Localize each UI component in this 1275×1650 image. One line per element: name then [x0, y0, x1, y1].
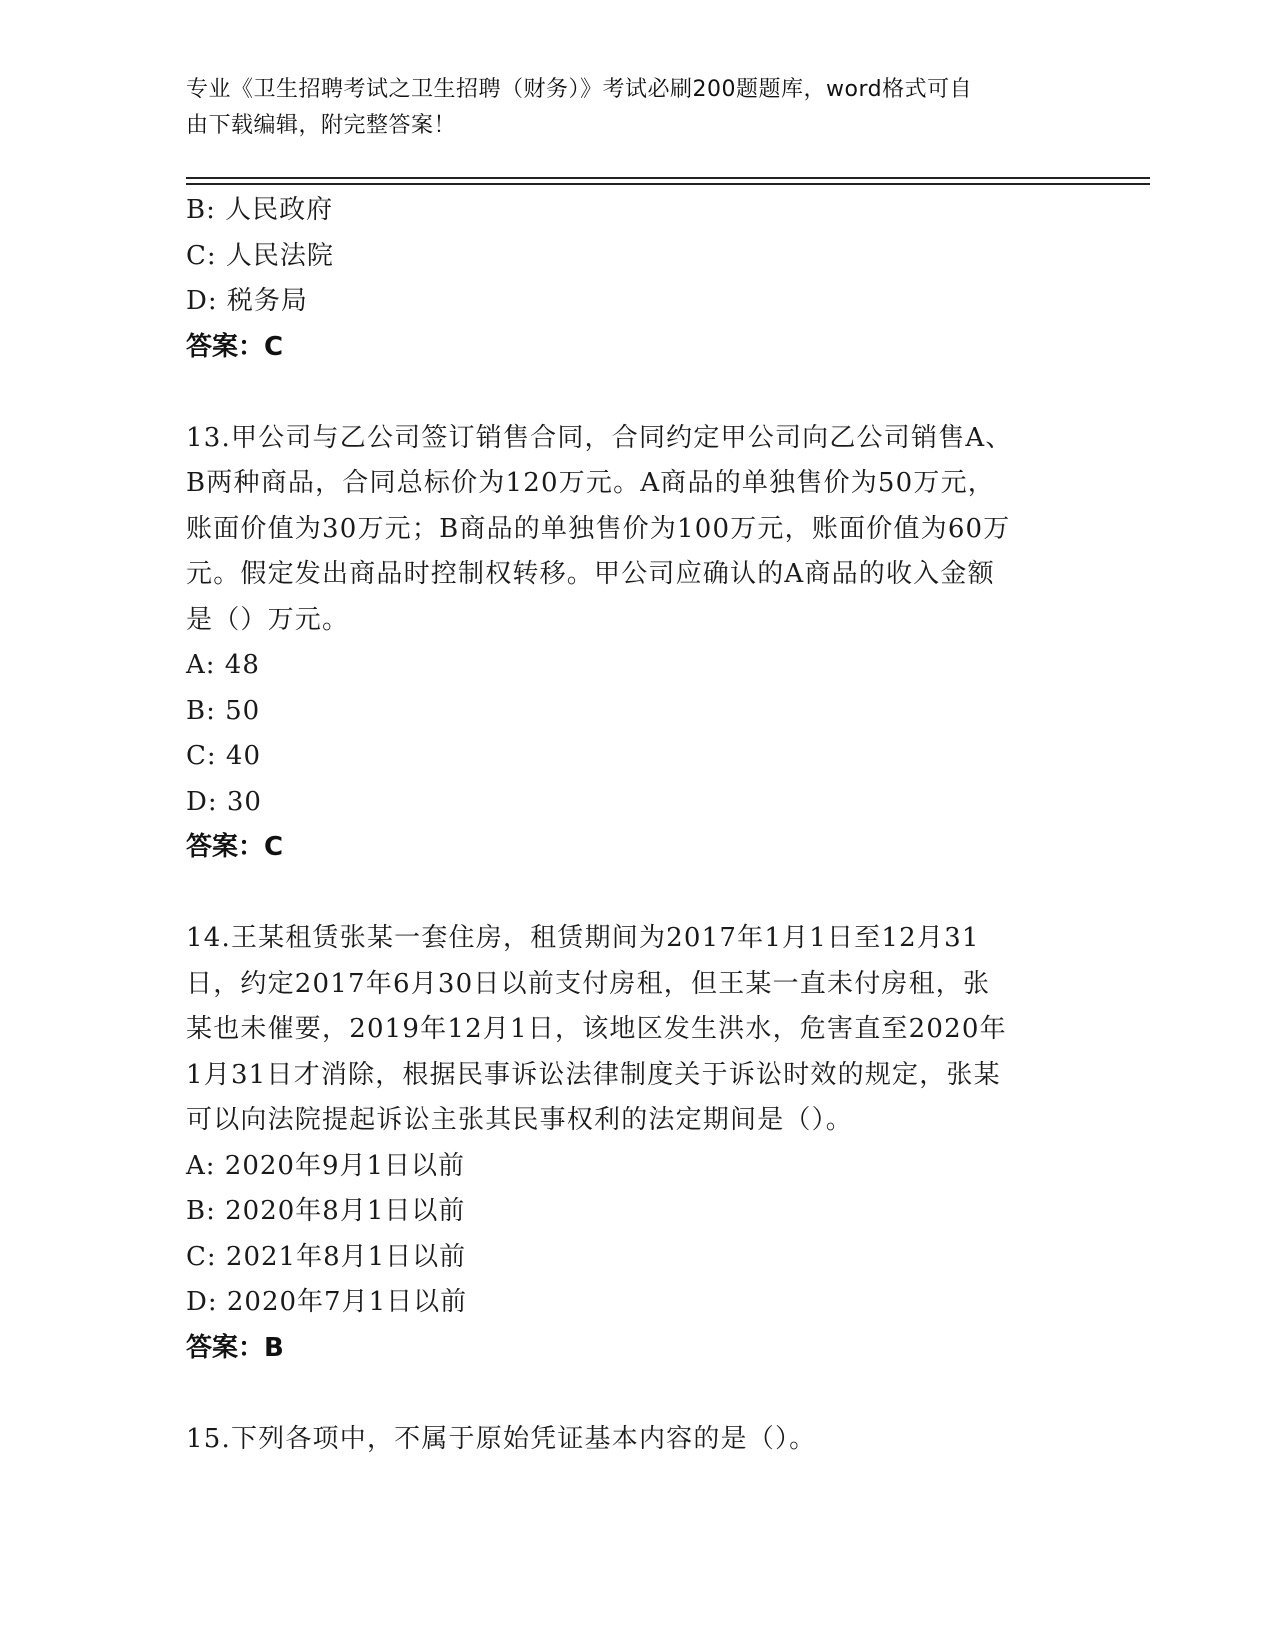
spacer — [186, 1371, 1086, 1417]
header-line-1: 专业《卫生招聘考试之卫生招聘（财务）》考试必刷200题题库，word格式可自 — [186, 77, 973, 102]
question-stem — [186, 916, 1086, 1144]
spacer — [186, 871, 1086, 917]
question-stem — [186, 416, 1086, 644]
option-c: C: 2021年8月1日以前 — [186, 1241, 467, 1272]
header-divider-top — [186, 177, 1150, 179]
header-line-2: 由下载编辑，附完整答案！ — [186, 113, 457, 138]
question-15 — [186, 1417, 1086, 1463]
stem-line: 账面价值为30万元；B商品的单独售价为100万元，账面价值为60万 — [186, 513, 1011, 544]
document-body — [186, 188, 1086, 1462]
option-b: B: 2020年8月1日以前 — [186, 1196, 466, 1226]
option-c: C: 40 — [186, 741, 262, 771]
spacer — [186, 370, 1086, 416]
stem-line: 14.王某租赁张某一套住房，租赁期间为2017年1月1日至12月31 — [186, 923, 980, 953]
question-13 — [186, 416, 1086, 871]
option-d: D: 2020年7月1日以前 — [186, 1287, 468, 1317]
document-header — [186, 72, 1066, 144]
stem-line: 15.下列各项中，不属于原始凭证基本内容的是（）。 — [186, 1423, 817, 1454]
option-a: A: 48 — [186, 650, 260, 680]
option-b: B: 50 — [186, 695, 261, 726]
stem-line: 13.甲公司与乙公司签订销售合同，合同约定甲公司向乙公司销售A、 — [186, 422, 1013, 453]
option-d: D: 30 — [186, 786, 262, 817]
stem-line: 是（）万元。 — [186, 604, 350, 635]
stem-line: B两种商品，合同总标价为120万元。A商品的单独售价为50万元， — [186, 468, 995, 498]
option-b: B: 人民政府 — [186, 195, 334, 225]
stem-line: 某也未催要，2019年12月1日，该地区发生洪水，危害直至2020年 — [186, 1014, 1007, 1044]
option-c: C: 人民法院 — [186, 240, 334, 271]
stem-line: 可以向法院提起诉讼主张其民事权利的法定期间是（）。 — [186, 1105, 854, 1135]
answer-line: 答案：C — [186, 832, 284, 862]
option-d: D: 税务局 — [186, 286, 308, 316]
option-a: A: 2020年9月1日以前 — [186, 1150, 466, 1181]
answer-line: 答案：C — [186, 331, 284, 362]
header-divider-bottom — [186, 183, 1150, 185]
stem-line: 日，约定2017年6月30日以前支付房租，但王某一直未付房租，张 — [186, 968, 991, 999]
question-12-tail — [186, 188, 1086, 370]
stem-line: 元。假定发出商品时控制权转移。甲公司应确认的A商品的收入金额 — [186, 559, 995, 589]
question-stem — [186, 1417, 1086, 1463]
question-14 — [186, 916, 1086, 1371]
answer-line: 答案：B — [186, 1332, 284, 1363]
stem-line: 1月31日才消除，根据民事诉讼法律制度关于诉讼时效的规定，张某 — [186, 1059, 1001, 1090]
